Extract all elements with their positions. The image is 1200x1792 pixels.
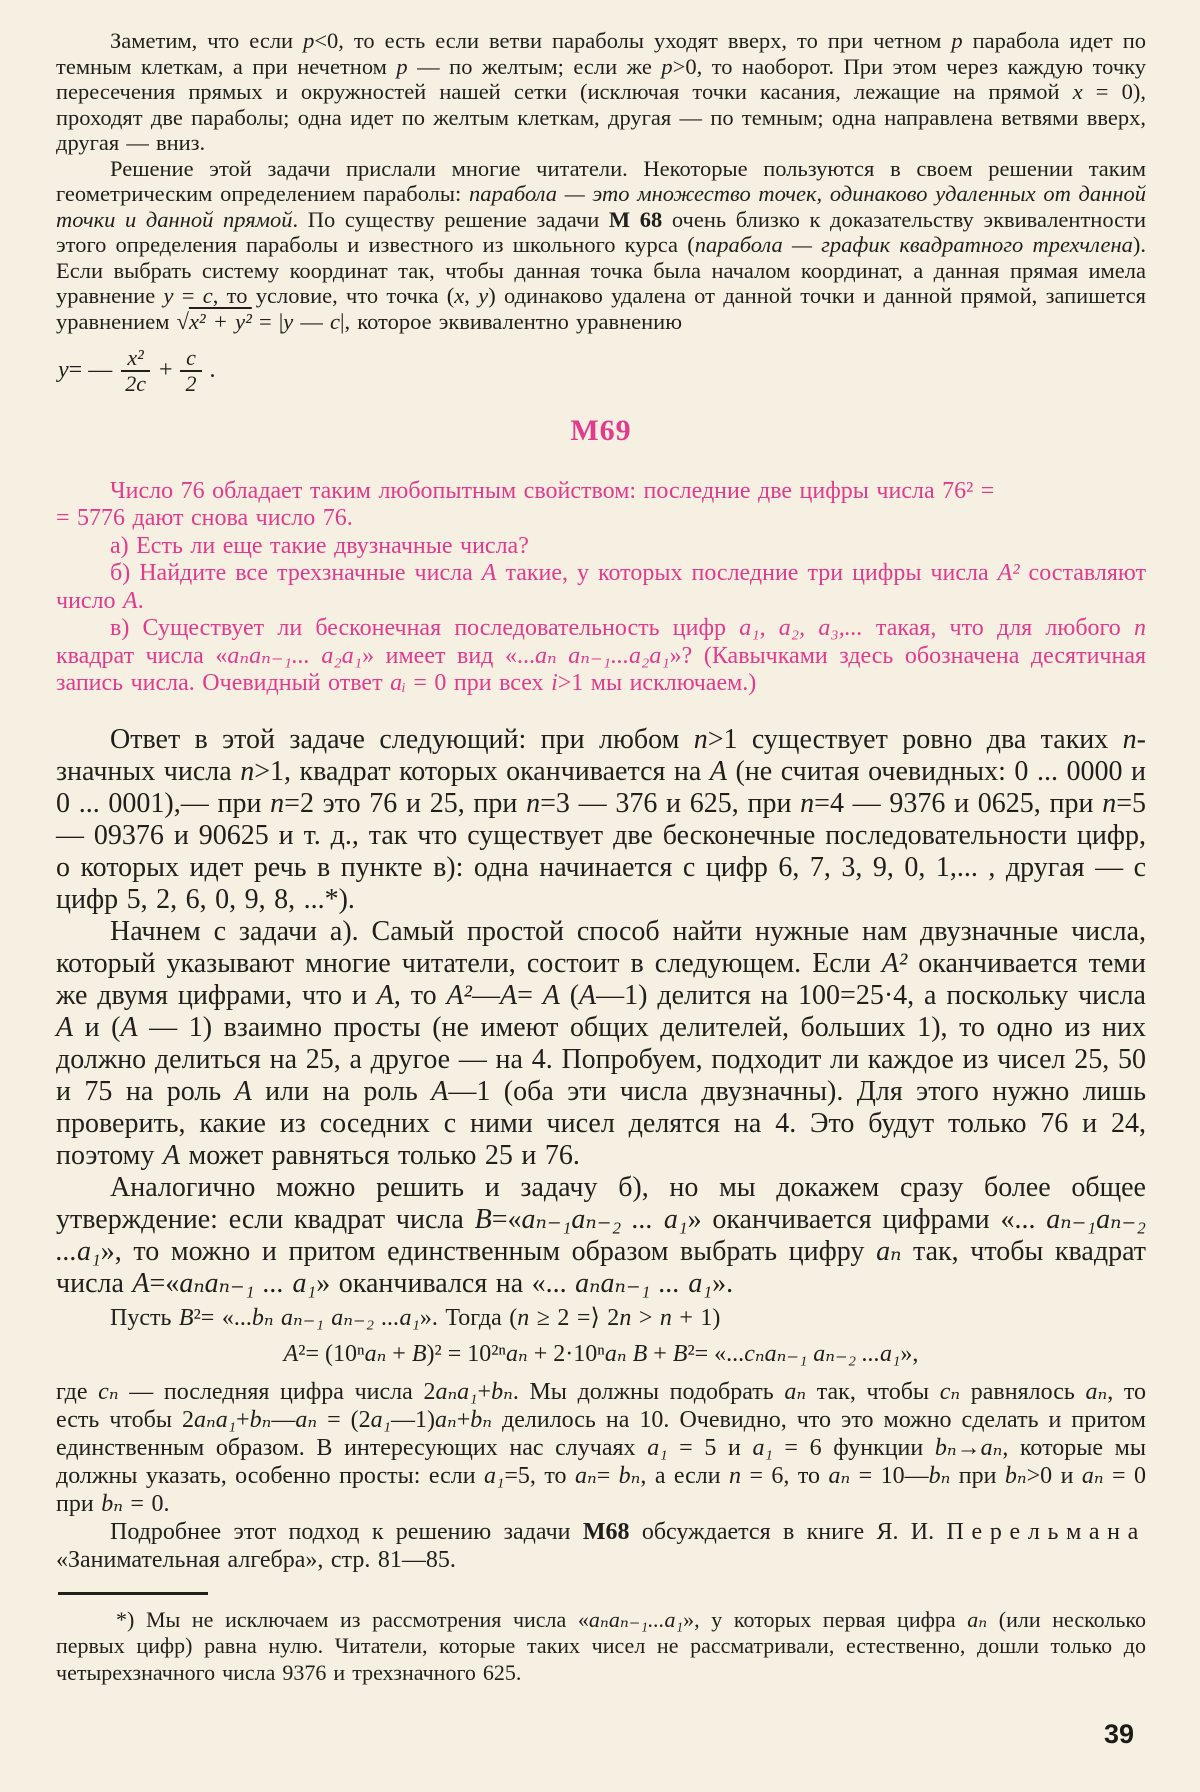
text-run: = |	[251, 308, 284, 334]
text-run: aᵢ	[390, 670, 406, 696]
text-run: » оканчивался на «...	[316, 1267, 576, 1299]
text-run: *) Мы не исключаем из рассмотрения числа «	[116, 1606, 589, 1632]
text-run: y	[283, 308, 294, 334]
text-run: Решение этой задачи прислали многие читатели. Некоторые пользуются в своем решении таким геометрическим определением параболы:	[56, 155, 1146, 206]
text-run: =5 — 09376 и 90625 и т. д., так что существует две бесконечные последовательности цифр, о которых идет речь в пункте в): одна начинается с цифр 6, 7, 3, 9, 0, 1,... , другая — с цифр 5, 2, 6, 0, 9, 8, ...*).	[56, 787, 1146, 915]
text-run: составляют число	[56, 560, 1147, 614]
text-run: » имеет вид «...	[362, 642, 535, 669]
text-run: +	[456, 1406, 471, 1433]
text-run: aₙ	[1085, 1378, 1108, 1405]
fraction-numerator: x²	[121, 346, 149, 372]
text-run: aₙ	[1081, 1462, 1104, 1489]
text-run: А	[234, 1075, 252, 1107]
text-run: —	[293, 308, 331, 334]
text-run: »,	[900, 1340, 919, 1367]
text-run: =3 — 376 и 625, при	[540, 787, 801, 819]
text-run: aₙ	[364, 1340, 387, 1367]
text-run: n	[693, 723, 708, 755]
text-run: |, которое эквивалентно уравнению	[340, 308, 683, 334]
text-run: + 2·10ⁿ	[527, 1340, 605, 1367]
text-run: Число 76 обладает таким любопытным свойством: последние две цифры числа 76² =	[110, 477, 995, 504]
text-run: М 68	[608, 206, 663, 232]
text-run: +	[236, 1406, 250, 1433]
text-run: А	[123, 587, 138, 614]
text-run: n	[270, 787, 285, 819]
fraction-numerator: c	[180, 346, 202, 372]
text-run: .	[137, 587, 144, 614]
text-run: Ответ в этой задаче следующий: при любом	[110, 723, 694, 755]
text-run: такие, у которых последние три цифры числа	[496, 560, 998, 586]
text-run: =	[173, 283, 203, 308]
text-run: Перельмана	[946, 1518, 1147, 1545]
paragraph-problem-intro	[56, 478, 1146, 533]
text-run: a₁	[370, 1406, 391, 1433]
text-run: — 1) взаимно просты (не имеют общих делителей, больших 1), то одно из них должно делиться на 25, а другое — на 4. Попробуем, подходит ли каждое из чисел 25, 50 и 75 на роль	[56, 1011, 1147, 1107]
text-run: n	[517, 1304, 530, 1331]
text-run: >1 существует ровно два таких	[707, 723, 1123, 755]
text-run: = 10—	[850, 1462, 929, 1489]
text-run: -значных числа	[56, 723, 1146, 787]
text-run: так, чтобы квадрат числа	[56, 1235, 1147, 1299]
text-run: aₙ	[876, 1235, 902, 1267]
text-run: + 1)	[671, 1304, 721, 1331]
text-run: >1, квадрат которых оканчивается на	[254, 755, 710, 787]
text-run: <0, то есть если ветви параболы уходят вверх, то при четном	[314, 28, 952, 53]
text-run: bₙ	[491, 1378, 513, 1405]
text-run: =4 — 9376 и 0625, при	[814, 787, 1103, 819]
text-run: =	[517, 979, 543, 1011]
text-run: Пусть	[110, 1304, 179, 1331]
paragraph-m68-readers	[56, 156, 1146, 335]
text-run: очень близко к доказательству эквивалентности этого определения параболы и известного из школьного курса (	[56, 206, 1146, 257]
text-run: →	[956, 1434, 981, 1461]
text-run: ».	[712, 1267, 734, 1299]
text-run: . По существу решение задачи	[292, 206, 609, 232]
fraction-denominator: 2	[185, 370, 197, 396]
text-run: А	[162, 1139, 181, 1171]
text-run: = 5 и	[667, 1434, 753, 1461]
text-run: )² = 10²ⁿ	[426, 1340, 506, 1367]
text-run: Подробнее этот подход к решению задачи	[110, 1518, 583, 1545]
text-run: б) Найдите все трехзначные числа	[110, 560, 482, 586]
text-run: (	[559, 979, 580, 1011]
equation-plus-operator: +	[158, 357, 173, 384]
text-run: », у которых первая цифра	[683, 1606, 968, 1632]
text-run: √	[176, 308, 189, 334]
equation-parabola-formula	[58, 346, 1146, 396]
text-run: = 0 при	[56, 1462, 1146, 1517]
text-run: = 6, то	[741, 1462, 829, 1489]
footnote-text	[56, 1607, 1146, 1687]
text-run: = (2	[317, 1406, 371, 1433]
text-run: —	[471, 979, 500, 1011]
text-run: bₙ	[470, 1406, 492, 1433]
text-run: a₁	[647, 1434, 668, 1461]
text-run: =	[596, 1462, 619, 1489]
text-run: y	[478, 283, 489, 308]
text-run: aₙ	[828, 1462, 851, 1489]
text-run: aₙa₁	[193, 1406, 237, 1433]
text-run: А²	[881, 947, 908, 979]
text-run: —1)	[390, 1406, 435, 1433]
text-run: n	[619, 1304, 632, 1331]
text-run: cₙaₙ₋₁ aₙ₋₂ ...a₁	[744, 1340, 901, 1367]
paragraph-task-b-general	[56, 1172, 1146, 1300]
text-run: а) Есть ли еще такие двузначные числа?	[110, 532, 529, 559]
text-run: А	[499, 979, 518, 1011]
text-run: в) Существует ли бесконечная последовательность цифр	[110, 615, 740, 641]
text-run: ≥ 2 =⟩ 2	[529, 1304, 620, 1331]
text-run: bₙ	[934, 1434, 957, 1461]
text-run: —	[271, 1406, 296, 1433]
text-run: B	[672, 1340, 688, 1367]
text-run: = 0 при всех	[405, 670, 552, 696]
text-run: =2 это 76 и 25, при	[284, 787, 527, 819]
text-run: bₙ	[101, 1490, 123, 1517]
text-run: n	[800, 787, 815, 819]
text-run: = 0.	[122, 1490, 170, 1517]
text-run: . Мы должны подобрать	[512, 1378, 785, 1405]
text-run: , которые мы должны указать, особенно просты: если	[56, 1434, 1146, 1489]
text-run: — последняя цифра числа 2	[118, 1378, 436, 1405]
text-run: А	[283, 1340, 299, 1367]
text-run: ²= (10ⁿ	[298, 1340, 365, 1367]
text-run: обсуждается в книге Я. И.	[629, 1518, 947, 1545]
text-run: А	[431, 1075, 449, 1107]
text-run: парабола — график квадратного трехчлена	[694, 232, 1133, 257]
paragraph-problem-item-b	[56, 560, 1146, 615]
equation-square-expansion	[56, 1340, 1146, 1368]
text-run: ²= «...	[193, 1304, 252, 1331]
text-run: А	[120, 1011, 138, 1043]
text-run: B	[474, 1203, 492, 1235]
fraction-c-over-2	[180, 346, 203, 396]
paragraph-m68-note	[56, 28, 1146, 156]
text-run: Аналогично можно решить и задачу б), но мы докажем сразу более общее утверждение: если квадрат числа	[56, 1171, 1146, 1235]
text-run: при	[950, 1462, 1005, 1489]
text-run: n	[526, 787, 541, 819]
text-run: i	[551, 670, 558, 696]
text-run: +	[386, 1340, 412, 1367]
text-run: >	[631, 1304, 660, 1331]
text-run: = 5776 дают снова число 76.	[56, 505, 353, 531]
text-run: или на роль	[251, 1075, 432, 1107]
text-run: p	[951, 28, 963, 53]
text-run: А	[481, 560, 497, 586]
text-run: А²	[446, 979, 472, 1011]
paragraph-let-b-squared	[56, 1304, 1146, 1332]
text-run: B	[632, 1340, 648, 1367]
section-m68-solution	[56, 28, 1146, 396]
text-run: bₙ	[618, 1462, 641, 1489]
text-run: А	[132, 1267, 150, 1299]
text-run: квадрат числа «	[56, 642, 228, 669]
text-run: +	[477, 1378, 492, 1405]
text-run: >1 мы исключаем.)	[557, 670, 757, 696]
fraction-denominator: 2c	[125, 370, 146, 396]
text-run: А	[709, 755, 727, 787]
text-run: aₙa₁	[435, 1378, 478, 1405]
text-run: (не считая очевидных: 0 ... 0000 и 0 ... 0001),— при	[56, 755, 1147, 819]
text-run: Начнем с задачи а). Самый простой способ найти нужные нам двузначные числа, который указывают многие читатели, состоит в следующем. Если	[56, 915, 1146, 979]
problem-heading-m69: М69	[570, 413, 632, 447]
text-run: »? (Кавычками здесь обозначена десятичная запись числа. Очевидный ответ	[56, 642, 1147, 696]
page-number: 39	[1103, 1719, 1134, 1749]
text-run: А	[376, 979, 394, 1011]
text-run: aₙ	[967, 1606, 988, 1632]
text-run: и (	[73, 1011, 121, 1043]
text-run: aₙ	[784, 1378, 807, 1405]
text-run: n	[240, 755, 255, 787]
text-run: c	[202, 283, 213, 308]
text-run: n	[659, 1304, 672, 1331]
text-run: a₁	[484, 1462, 505, 1489]
text-run: bₙ aₙ₋₁ aₙ₋₂ ...a₁	[251, 1304, 420, 1331]
text-run: =5, то	[504, 1462, 575, 1489]
text-run: может равняться только 25 и 76.	[180, 1139, 580, 1171]
text-run: — по желтым; если же	[407, 53, 662, 79]
text-run: », то можно и притом единственным образом выбрать цифру	[100, 1235, 877, 1267]
paragraph-task-a-solution	[56, 916, 1146, 1172]
section-problem-m69	[56, 478, 1146, 698]
text-run: bₙ	[928, 1462, 951, 1489]
text-run: p	[303, 28, 315, 53]
text-run: aₙaₙ₋₁...a₁	[588, 1606, 684, 1632]
text-run: aₙaₙ₋₁ ... a₁	[575, 1267, 713, 1299]
paragraph-answer	[56, 724, 1146, 916]
text-run: —1) делится на 100=25·4, а поскольку числа	[596, 979, 1146, 1011]
text-run: x	[1072, 79, 1083, 104]
text-run: aₙ	[574, 1462, 597, 1489]
text-run: p	[661, 53, 673, 79]
text-run: bₙ	[249, 1406, 272, 1433]
text-run: aₙaₙ₋₁ ... a₁	[179, 1267, 317, 1299]
text-run: >0, то наоборот. При этом через каждую точку пересечения прямых и окружностей нашей сетки (исключая точки касания, лежащие на прямой	[56, 53, 1146, 104]
text-run: aₙ	[604, 1340, 627, 1367]
text-run: n	[729, 1462, 742, 1489]
text-run: aₙ₋₁aₙ₋₂ ...a₁	[56, 1203, 1146, 1267]
footnote-rule	[58, 1592, 208, 1595]
text-run: оканчивается теми же двумя цифрами, что и	[56, 947, 1146, 1011]
text-run: =«	[149, 1267, 180, 1299]
paragraph-where-cn	[56, 1378, 1146, 1518]
text-run: парабола — это множество точек, одинаково удаленных от данной точки и данной прямой	[56, 181, 1146, 232]
paragraph-problem-item-a	[56, 533, 1146, 561]
equation-period: .	[209, 357, 216, 384]
text-run: aₙ₋₁aₙ₋₂ ... a₁	[521, 1203, 688, 1235]
text-run: так, чтобы	[806, 1378, 940, 1405]
text-run: А	[579, 979, 597, 1011]
text-run: x² + y²	[188, 308, 252, 334]
text-run: cₙ	[939, 1378, 961, 1405]
text-run: , то	[393, 979, 447, 1011]
text-run: такая, что для любого	[862, 615, 1134, 641]
text-run: B	[178, 1304, 194, 1331]
section-proof	[56, 1304, 1146, 1574]
text-run: , то условие, что точка (	[212, 283, 455, 308]
text-run: ²= «...	[687, 1340, 745, 1367]
text-run: = 0), проходят две параболы; одна идет по желтым клеткам, другая — по темным; одна направлена ветвями вверх, другая — вниз.	[56, 79, 1146, 155]
text-run: Заметим, что если	[110, 28, 304, 53]
text-run: x	[454, 283, 465, 308]
text-run: +	[647, 1340, 673, 1367]
text-run: bₙ	[1004, 1462, 1027, 1489]
text-run: n	[1134, 615, 1146, 641]
text-run: n	[1102, 787, 1117, 819]
fraction-x2-over-2c	[119, 346, 152, 396]
text-run: ». Тогда (	[419, 1304, 518, 1331]
text-run: aₙ aₙ₋₁...a₂a₁	[534, 642, 670, 669]
text-run: » оканчивается цифрами «...	[687, 1203, 1047, 1235]
text-run: ) одинаково удалена от данной точки и данной прямой, запишется уравнением	[56, 283, 1146, 334]
section-answer	[56, 724, 1146, 1300]
text-run: «Занимательная алгебра», стр. 81—85.	[56, 1546, 456, 1573]
text-run: ). Если выбрать систему координат так, чтобы данная точка была началом координат, а данная прямая имела уравнение	[56, 232, 1146, 308]
text-run: aₙ	[434, 1406, 457, 1433]
text-run: где	[56, 1378, 99, 1405]
text-run: c	[330, 308, 341, 334]
text-run: (или несколько первых цифр) равна нулю. Читатели, которые таких чисел не рассматривали, естественно, дошли только до четырехзначного числа 9376 и трехзначного 625.	[56, 1606, 1146, 1685]
equation-equals-minus: = —	[68, 357, 113, 384]
text-run: делилось на 10. Очевидно, что это можно сделать и притом единственным образом. В интересующих нас случаях	[56, 1406, 1146, 1461]
equation-variable-y: y	[58, 357, 69, 384]
text-run: = 6 функции	[772, 1434, 935, 1461]
text-run: —1 (оба эти числа двузначны). Для этого нужно лишь проверить, какие из соседних с ними чисел делятся на 4. Это будут только 76 и 24, поэтому	[56, 1075, 1146, 1171]
paragraph-problem-item-v	[56, 615, 1146, 698]
text-run: ,	[464, 283, 479, 308]
text-run: aₙ	[980, 1434, 1003, 1461]
text-run: , то есть чтобы 2	[56, 1378, 1147, 1433]
text-run: n	[1122, 723, 1137, 755]
text-run: aₙ	[506, 1340, 528, 1367]
text-run: М68	[582, 1518, 630, 1545]
text-run: cₙ	[98, 1378, 119, 1405]
text-run: a₁, a₂, a₃,...	[739, 615, 863, 641]
text-run: , а если	[640, 1462, 730, 1489]
text-run: равнялось	[960, 1378, 1086, 1405]
text-run: p	[396, 53, 408, 79]
text-run: А	[56, 1011, 74, 1043]
paragraph-perelman-reference	[56, 1518, 1146, 1574]
text-run: y	[163, 283, 174, 308]
text-run: >0 и	[1026, 1462, 1082, 1489]
text-run: B	[411, 1340, 427, 1367]
text-run: a₁	[752, 1434, 773, 1461]
text-run: А	[542, 979, 560, 1011]
text-run: aₙaₙ₋₁... a₂a₁	[227, 642, 363, 669]
text-run: парабола идет по темным клеткам, а при нечетном	[56, 28, 1147, 79]
text-run: А²	[997, 560, 1020, 586]
text-run: aₙ	[295, 1406, 318, 1433]
text-run: =«	[491, 1203, 522, 1235]
